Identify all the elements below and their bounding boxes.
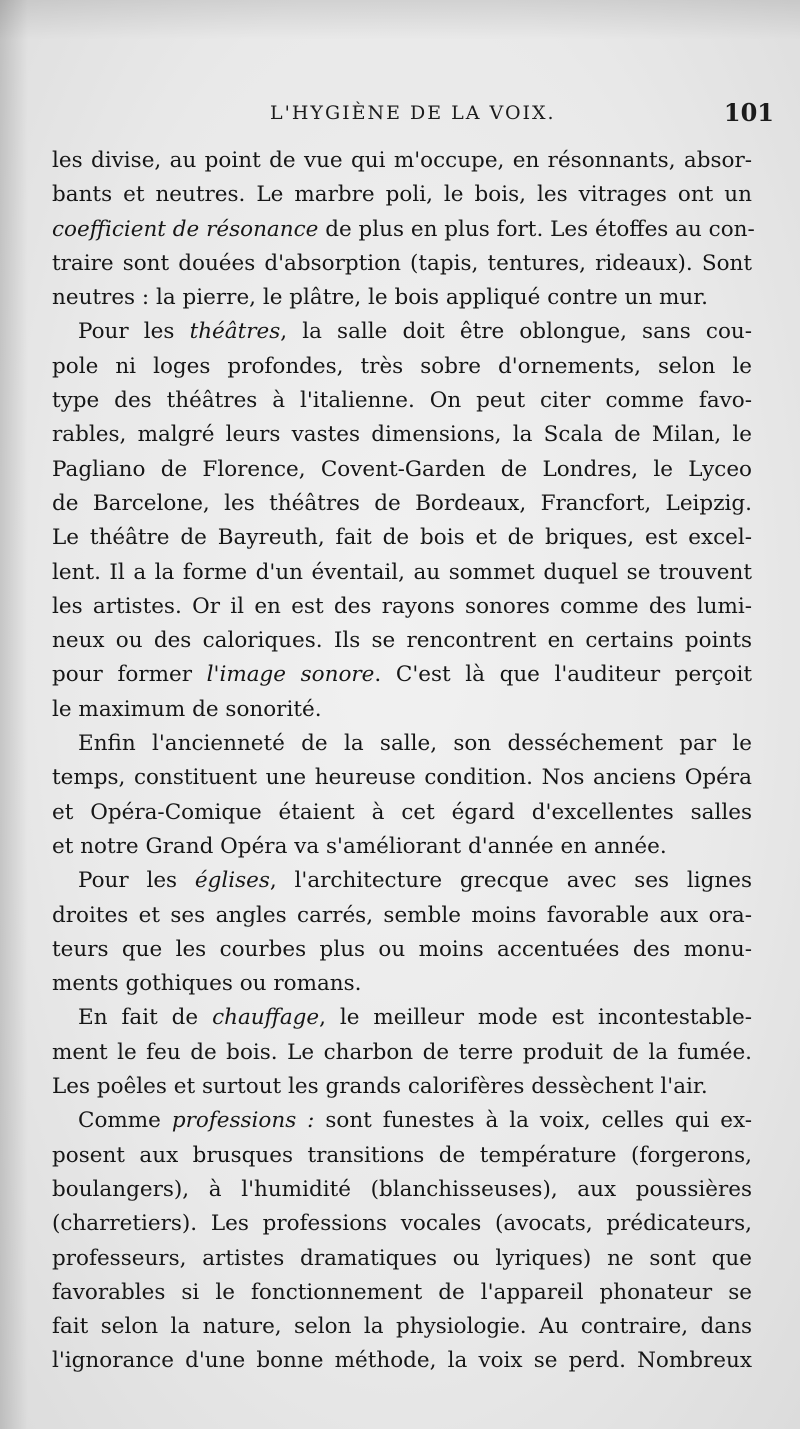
text-line: rables, malgré leurs vastes dimensions, la Scala de Milan, le	[52, 422, 752, 448]
text-line: et Opéra-Comique étaient à cet égard d'excellentes salles	[52, 799, 752, 825]
text-line: lent. Il a la forme d'un éventail, au sommet duquel se trouvent	[52, 559, 752, 585]
text-fragment: Pour les	[78, 868, 195, 894]
paragraph-acoustic-materials	[52, 144, 755, 315]
paragraph-churches	[52, 864, 752, 1001]
text-line: ments gothiques ou romans.	[52, 971, 362, 997]
text-line: de Barcelone, les théâtres de Bordeaux, Francfort, Leipzig.	[52, 490, 752, 516]
page-shadow-top	[0, 0, 800, 40]
page-number: 101	[723, 98, 774, 127]
text-fragment: Comme	[78, 1108, 172, 1134]
running-head-title: L'HYGIÈNE DE LA VOIX.	[270, 102, 556, 124]
text-fragment: , le meilleur mode est incontestable-	[319, 1005, 752, 1031]
text-line: Enfin l'ancienneté de la salle, son desséchement par le	[78, 731, 752, 757]
text-line: (charretiers). Les professions vocales (avocats, prédicateurs,	[52, 1211, 752, 1237]
text-line: neutres : la pierre, le plâtre, le bois appliqué contre un mur.	[52, 285, 709, 311]
paragraph-heating	[52, 1001, 752, 1104]
paragraph-age-of-hall	[52, 727, 752, 864]
italic-term: coefficient de résonance	[52, 216, 319, 242]
paragraph-professions	[52, 1104, 752, 1378]
text-line: les artistes. Or il en est des rayons sonores comme des lumi-	[52, 593, 752, 619]
italic-term: chauffage	[212, 1005, 320, 1031]
text-line: bants et neutres. Le marbre poli, le bois, les vitrages ont un	[52, 182, 752, 208]
text-line: favorables si le fonctionnement de l'appareil phonateur se	[52, 1279, 752, 1305]
body-text	[52, 144, 755, 1379]
text-fragment: sont funestes à la voix, celles qui ex-	[314, 1108, 753, 1134]
text-fragment: , la salle doit être oblongue, sans cou-	[280, 319, 752, 345]
text-line: pole ni loges profondes, très sobre d'ornements, selon le	[52, 353, 752, 379]
text-line	[52, 658, 752, 692]
text-line: professeurs, artistes dramatiques ou lyriques) ne sont que	[52, 1245, 752, 1271]
text-line	[52, 1001, 752, 1035]
text-line: ment le feu de bois. Le charbon de terre produit de la fumée.	[52, 1039, 752, 1065]
text-line: le maximum de sonorité.	[52, 696, 322, 722]
running-head	[52, 98, 774, 138]
text-fragment: . C'est là que l'auditeur perçoit	[374, 662, 752, 688]
text-line: type des théâtres à l'italienne. On peut citer comme favo-	[52, 388, 752, 414]
text-fragment: de plus en plus fort. Les étoffes au con-	[318, 216, 755, 242]
text-line: teurs que les courbes plus ou moins accentuées des monu-	[52, 936, 752, 962]
text-line	[52, 213, 755, 247]
text-line: temps, constituent une heureuse condition. Nos anciens Opéra	[52, 765, 752, 791]
text-line: fait selon la nature, selon la physiologie. Au contraire, dans	[52, 1314, 752, 1340]
text-line	[52, 864, 752, 898]
text-line: l'ignorance d'une bonne méthode, la voix se perd. Nombreux	[52, 1348, 752, 1374]
text-line: et notre Grand Opéra va s'améliorant d'année en année.	[52, 833, 667, 859]
text-line: Les poêles et surtout les grands calorifères dessèchent l'air.	[52, 1074, 708, 1100]
italic-term: églises	[194, 868, 270, 894]
text-fragment: Pour les	[78, 319, 190, 345]
text-fragment: pour former	[52, 662, 207, 688]
page-shadow-left	[0, 0, 28, 1429]
paragraph-theatres	[52, 315, 752, 727]
text-line: Le théâtre de Bayreuth, fait de bois et de briques, est excel-	[52, 525, 752, 551]
text-line	[52, 315, 752, 349]
text-line: les divise, au point de vue qui m'occupe, en résonnants, absor-	[52, 148, 752, 173]
italic-term: l'image sonore	[206, 662, 375, 688]
text-line: boulangers), à l'humidité (blanchisseuses), aux poussières	[52, 1176, 752, 1202]
text-line: Pagliano de Florence, Covent-Garden de Londres, le Lyceo	[52, 456, 752, 482]
italic-term: professions :	[171, 1108, 315, 1134]
text-fragment: , l'architecture grecque avec ses lignes	[269, 868, 752, 894]
text-line: posent aux brusques transitions de température (forgerons,	[52, 1142, 752, 1168]
text-line: neux ou des caloriques. Ils se rencontrent en certains points	[52, 628, 752, 654]
text-line: traire sont douées d'absorption (tapis, tentures, rideaux). Sont	[52, 250, 752, 276]
text-line	[52, 1104, 752, 1138]
italic-term: théâtres	[189, 319, 281, 345]
text-line: droites et ses angles carrés, semble moins favorable aux ora-	[52, 902, 752, 928]
text-fragment: En fait de	[78, 1005, 213, 1031]
